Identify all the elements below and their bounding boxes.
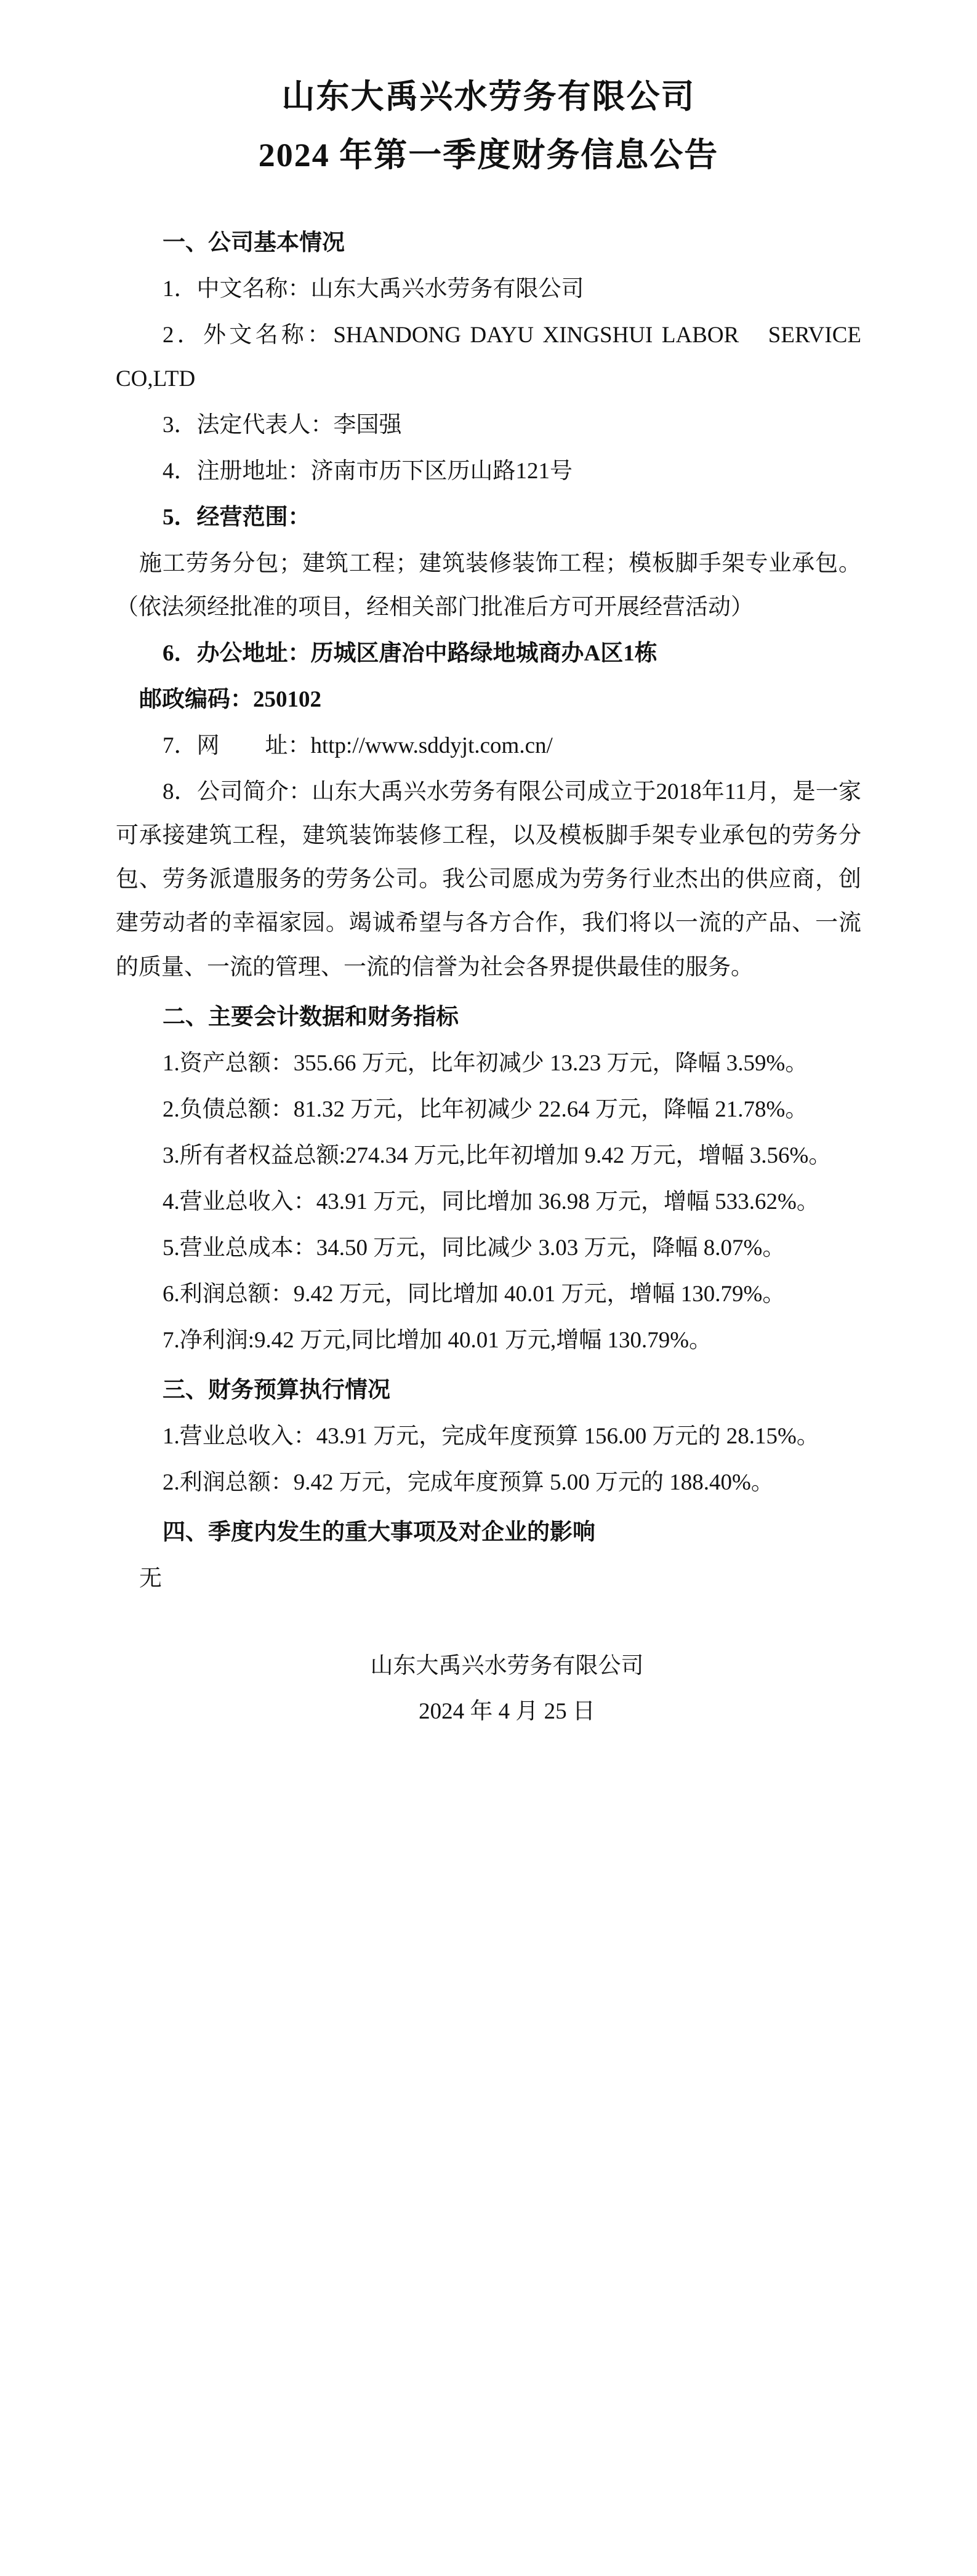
section-heading-major-events: 四、季度内发生的重大事项及对企业的影响 <box>163 1519 595 1545</box>
indicator-total-equity: 3.所有者权益总额:274.34 万元,比年初增加 9.42 万元，增幅 3.56%。 <box>163 1142 832 1168</box>
company-foreign-name: 2．外文名称：SHANDONG DAYU XINGSHUI LABOR SERVICE CO,LTD <box>116 323 861 392</box>
section-heading-budget-execution: 三、财务预算执行情况 <box>163 1377 390 1403</box>
document-body <box>92 221 885 1600</box>
office-address: 6．办公地址：历城区唐冶中路绿地城商办A区1栋 <box>163 641 657 667</box>
page-title-line-2: 2024 年第一季度财务信息公告 <box>258 136 719 174</box>
major-events-content: 无 <box>139 1565 162 1591</box>
indicator-total-cost: 5.营业总成本：34.50 万元，同比减少 3.03 万元，降幅 8.07%。 <box>163 1235 786 1261</box>
legal-representative: 3．法定代表人：李国强 <box>163 412 402 438</box>
indicator-net-profit: 7.净利润:9.42 万元,同比增加 40.01 万元,增幅 130.79%。 <box>163 1327 712 1353</box>
postal-code: 邮政编码：250102 <box>139 687 321 713</box>
section-heading-financial-indicators: 二、主要会计数据和财务指标 <box>163 1004 459 1030</box>
signature-date: 2024 年 4 月 25 日 <box>419 1698 595 1724</box>
section-heading-company-basics: 一、公司基本情况 <box>163 230 345 255</box>
budget-total-revenue: 1.营业总收入：43.91 万元，完成年度预算 156.00 万元的 28.15%。 <box>163 1423 819 1449</box>
page-title-line-1: 山东大禹兴水劳务有限公司 <box>281 78 696 115</box>
indicator-total-profit: 6.利润总额：9.42 万元，同比增加 40.01 万元，增幅 130.79%。 <box>163 1281 786 1307</box>
company-profile: 8．公司简介：山东大禹兴水劳务有限公司成立于2018年11月，是一家可承接建筑工程，建筑装饰装修工程，以及模板脚手架专业承包的劳务分包、劳务派遣服务的劳务公司。我公司愿成为劳务行业杰出的供应商，创建劳动者的幸福家园。竭诚希望与各方合作，我们将以一流的产品、一流的质量、一流的管理、一流的信誉为社会各界提供最佳的服务。 <box>116 779 861 980</box>
budget-total-profit: 2.利润总额：9.42 万元，完成年度预算 5.00 万元的 188.40%。 <box>163 1469 774 1495</box>
indicator-total-liabilities: 2.负债总额：81.32 万元，比年初减少 22.64 万元，降幅 21.78%。 <box>163 1096 808 1122</box>
business-scope-label: 5．经营范围： <box>163 505 311 531</box>
document-title-block <box>92 68 885 184</box>
business-scope-text: 施工劳务分包；建筑工程；建筑装修装饰工程；模板脚手架专业承包。（依法须经批准的项目，经相关部门批准后方可开展经营活动） <box>116 551 861 620</box>
signature-block <box>92 1643 885 1735</box>
indicator-total-revenue: 4.营业总收入：43.91 万元，同比增加 36.98 万元，增幅 533.62%。 <box>163 1189 819 1214</box>
website-url: 7．网 址：http://www.sddyjt.com.cn/ <box>163 733 553 759</box>
registered-address: 4．注册地址：济南市历下区历山路121号 <box>163 459 573 484</box>
indicator-total-assets: 1.资产总额：355.66 万元，比年初减少 13.23 万元，降幅 3.59%。 <box>163 1050 808 1076</box>
company-chinese-name: 1．中文名称：山东大禹兴水劳务有限公司 <box>163 276 584 302</box>
signature-company: 山东大禹兴水劳务有限公司 <box>370 1653 644 1679</box>
